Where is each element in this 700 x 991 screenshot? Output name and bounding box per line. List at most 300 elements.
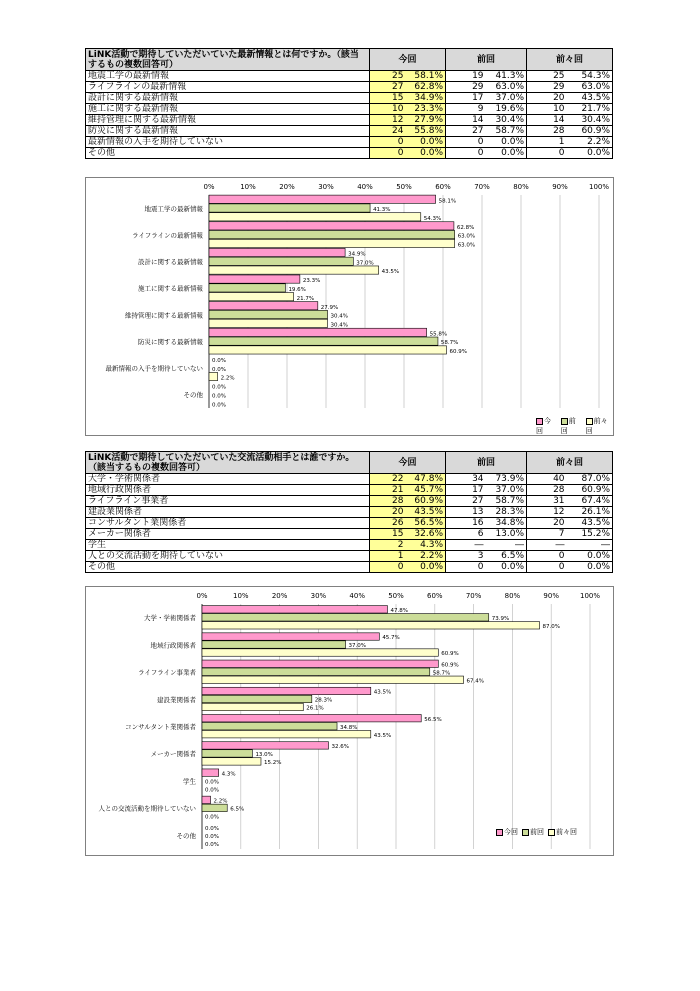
cell-c-p: 56.5% bbox=[406, 518, 446, 529]
data-label: 62.8% bbox=[456, 224, 475, 231]
cell-b-p: 43.5% bbox=[567, 93, 613, 104]
x-tick-label: 40% bbox=[349, 592, 365, 600]
data-label: 26.1% bbox=[306, 705, 324, 712]
table-row bbox=[86, 93, 613, 104]
legend-swatch-before bbox=[548, 829, 555, 836]
bar-previous bbox=[209, 231, 455, 239]
legend-swatch-current bbox=[536, 418, 543, 425]
category-label: 人との交流活動を期待していない bbox=[98, 804, 196, 813]
table-row bbox=[86, 148, 613, 159]
data-label: 41.3% bbox=[373, 207, 391, 214]
category-label: メーカー関係者 bbox=[150, 750, 196, 759]
cell-b-n: 0 bbox=[527, 562, 567, 573]
row-label: 学生 bbox=[86, 540, 370, 551]
table2-header-previous: 前回 bbox=[446, 452, 527, 474]
legend-swatch-previous bbox=[561, 418, 568, 425]
x-tick-label: 60% bbox=[427, 592, 443, 600]
legend-current-label: 今回 bbox=[504, 828, 518, 836]
data-label: 4.3% bbox=[221, 771, 236, 778]
cell-b-p: 0.0% bbox=[567, 148, 613, 159]
table-row bbox=[86, 496, 613, 507]
cell-b-p: 54.3% bbox=[567, 71, 613, 82]
cell-b-n: 25 bbox=[527, 71, 567, 82]
cell-p-p: 63.0% bbox=[486, 82, 527, 93]
data-label: 0.0% bbox=[212, 358, 226, 365]
cell-c-n: 1 bbox=[370, 551, 406, 562]
data-label: 43.5% bbox=[381, 269, 400, 276]
cell-b-p: 0.0% bbox=[567, 562, 613, 573]
cell-c-n: 10 bbox=[370, 104, 406, 115]
bar-before bbox=[202, 758, 261, 765]
bar-before bbox=[209, 266, 379, 274]
cell-c-p: 0.0% bbox=[406, 148, 446, 159]
cell-b-p: 21.7% bbox=[567, 104, 613, 115]
row-label: 設計に関する最新情報 bbox=[86, 93, 370, 104]
cell-c-n: 24 bbox=[370, 126, 406, 137]
cell-b-n: 40 bbox=[527, 474, 567, 485]
cell-c-p: 47.8% bbox=[406, 474, 446, 485]
x-tick-label: 80% bbox=[504, 592, 521, 600]
x-tick-label: 70% bbox=[465, 592, 482, 600]
cell-b-n: 20 bbox=[527, 93, 567, 104]
cell-p-n: ― bbox=[446, 540, 486, 551]
cell-b-n: 14 bbox=[527, 115, 567, 126]
cell-b-p: 60.9% bbox=[567, 485, 613, 496]
data-label: 87.0% bbox=[542, 624, 561, 631]
x-tick-label: 20% bbox=[271, 592, 288, 600]
cell-c-p: 43.5% bbox=[406, 507, 446, 518]
category-label: ライフラインの最新情報 bbox=[132, 231, 203, 240]
bar-before bbox=[209, 293, 294, 301]
bar-before bbox=[202, 649, 438, 656]
table-row bbox=[86, 71, 613, 82]
cell-p-n: 9 bbox=[446, 104, 486, 115]
legend-current-label: 今回 bbox=[536, 417, 551, 435]
table1-question: LiNK活動で期待していただいていた最新情報とは何ですか。（該当するもの複数回答可） bbox=[86, 49, 370, 71]
row-label: コンサルタント業関係者 bbox=[86, 518, 370, 529]
data-label: 0.0% bbox=[205, 814, 219, 821]
row-label: その他 bbox=[86, 562, 370, 573]
data-label: 0.0% bbox=[205, 833, 219, 840]
cell-p-p: 13.0% bbox=[486, 529, 527, 540]
row-label: 維持管理に関する最新情報 bbox=[86, 115, 370, 126]
cell-p-n: 19 bbox=[446, 71, 486, 82]
table-row bbox=[86, 507, 613, 518]
x-tick-label: 70% bbox=[474, 183, 490, 191]
legend-before bbox=[548, 827, 577, 837]
x-tick-label: 100% bbox=[588, 183, 610, 191]
cell-c-n: 15 bbox=[370, 529, 406, 540]
cell-c-p: 23.3% bbox=[406, 104, 446, 115]
bar-current bbox=[202, 633, 379, 640]
cell-p-n: 0 bbox=[446, 562, 486, 573]
x-tick-label: 30% bbox=[310, 592, 327, 600]
table-row bbox=[86, 474, 613, 485]
cell-p-p: 58.7% bbox=[486, 126, 527, 137]
category-label: 施工に関する最新情報 bbox=[138, 284, 203, 293]
data-label: 37.0% bbox=[348, 643, 367, 650]
cell-c-n: 26 bbox=[370, 518, 406, 529]
bar-previous bbox=[209, 337, 438, 345]
cell-p-n: 0 bbox=[446, 137, 486, 148]
bar-current bbox=[202, 660, 438, 667]
bar-current bbox=[202, 796, 211, 803]
cell-p-n: 29 bbox=[446, 82, 486, 93]
table2-header-current: 今回 bbox=[370, 452, 446, 474]
legend-swatch-before bbox=[586, 418, 593, 425]
bar-previous bbox=[202, 641, 346, 648]
data-label: 34.9% bbox=[348, 251, 366, 258]
cell-c-p: 45.7% bbox=[406, 485, 446, 496]
x-tick-label: 80% bbox=[513, 183, 529, 191]
cell-b-n: 1 bbox=[527, 137, 567, 148]
data-label: 21.7% bbox=[296, 295, 315, 302]
data-label: 19.6% bbox=[288, 286, 306, 293]
bar-previous bbox=[202, 614, 489, 621]
data-label: 2.2% bbox=[213, 798, 228, 805]
category-label: 建設業関係者 bbox=[157, 695, 196, 704]
cell-c-n: 25 bbox=[370, 71, 406, 82]
category-label: 大学・学術関係者 bbox=[144, 614, 196, 623]
data-label: 15.2% bbox=[263, 760, 282, 767]
data-label: 0.0% bbox=[205, 787, 219, 794]
cell-c-n: 22 bbox=[370, 474, 406, 485]
table-row bbox=[86, 562, 613, 573]
chart2-legend bbox=[496, 827, 577, 837]
bar-previous bbox=[202, 804, 227, 811]
chart-latest-info bbox=[85, 177, 614, 436]
data-label: 60.9% bbox=[449, 349, 467, 356]
table2-body bbox=[86, 474, 613, 573]
category-label: ライフライン事業者 bbox=[138, 668, 196, 677]
table-exchange-partners bbox=[85, 451, 613, 573]
bar-previous bbox=[202, 695, 312, 702]
data-label: 32.6% bbox=[331, 744, 349, 751]
bar-previous bbox=[209, 257, 353, 265]
cell-b-p: 2.2% bbox=[567, 137, 613, 148]
x-tick-label: 90% bbox=[552, 183, 568, 191]
legend-swatch-previous bbox=[522, 829, 529, 836]
cell-b-p: 26.1% bbox=[567, 507, 613, 518]
category-label: 学生 bbox=[183, 777, 196, 786]
table-row bbox=[86, 126, 613, 137]
category-label: 設計に関する最新情報 bbox=[138, 258, 203, 267]
row-label: ライフライン事業者 bbox=[86, 496, 370, 507]
x-tick-label: 0% bbox=[203, 183, 215, 191]
data-label: 37.0% bbox=[356, 260, 374, 267]
row-label: 人との交流活動を期待していない bbox=[86, 551, 370, 562]
cell-c-p: 55.8% bbox=[406, 126, 446, 137]
legend-swatch-current bbox=[496, 829, 503, 836]
category-label: 地震工学の最新情報 bbox=[144, 204, 203, 213]
data-label: 0.0% bbox=[205, 825, 219, 832]
x-tick-label: 50% bbox=[396, 183, 412, 191]
row-label: 地域行政関係者 bbox=[86, 485, 370, 496]
data-label: 54.3% bbox=[423, 215, 442, 222]
legend-previous-label: 前回 bbox=[560, 417, 576, 435]
cell-c-n: 0 bbox=[370, 137, 406, 148]
cell-p-p: 73.9% bbox=[486, 474, 527, 485]
category-label: 防災に関する最新情報 bbox=[138, 337, 203, 346]
bar-previous bbox=[202, 668, 430, 675]
cell-p-p: 37.0% bbox=[486, 93, 527, 104]
data-label: 2.2% bbox=[220, 375, 235, 382]
legend-current bbox=[536, 416, 557, 436]
cell-b-n: 0 bbox=[527, 148, 567, 159]
bar-previous bbox=[209, 204, 370, 212]
cell-c-n: 27 bbox=[370, 82, 406, 93]
cell-b-p: 30.4% bbox=[567, 115, 613, 126]
bar-current bbox=[209, 195, 436, 203]
data-label: 47.8% bbox=[390, 608, 408, 615]
bar-previous bbox=[209, 310, 328, 318]
cell-p-p: 30.4% bbox=[486, 115, 527, 126]
cell-p-p: 58.7% bbox=[486, 496, 527, 507]
bar-current bbox=[202, 769, 219, 776]
cell-b-p: 43.5% bbox=[567, 518, 613, 529]
cell-c-n: 21 bbox=[370, 485, 406, 496]
bar-current bbox=[209, 275, 300, 283]
cell-b-p: 15.2% bbox=[567, 529, 613, 540]
chart2-svg bbox=[86, 587, 613, 855]
cell-c-n: 12 bbox=[370, 115, 406, 126]
x-tick-label: 100% bbox=[579, 592, 601, 600]
bar-current bbox=[209, 302, 318, 310]
table2-question: LiNK活動で期待していただいていた交流活動相手とは誰ですか。（該当するもの複数回答可） bbox=[86, 452, 370, 474]
table1-header-before: 前々回 bbox=[527, 49, 613, 71]
data-label: 27.9% bbox=[320, 304, 339, 311]
category-label: コンサルタント業関係者 bbox=[125, 723, 196, 731]
bar-before bbox=[209, 239, 455, 247]
chart1-legend bbox=[536, 416, 613, 436]
x-tick-label: 60% bbox=[435, 183, 451, 191]
category-label: その他 bbox=[183, 391, 203, 400]
table1-body bbox=[86, 71, 613, 159]
table-row bbox=[86, 115, 613, 126]
data-label: 30.4% bbox=[330, 322, 349, 329]
cell-c-p: 4.3% bbox=[406, 540, 446, 551]
cell-b-n: 29 bbox=[527, 82, 567, 93]
bar-before bbox=[202, 703, 303, 710]
bar-before bbox=[209, 346, 447, 354]
cell-c-p: 58.1% bbox=[406, 71, 446, 82]
row-label: 建設業関係者 bbox=[86, 507, 370, 518]
cell-c-p: 0.0% bbox=[406, 562, 446, 573]
row-label: 大学・学術関係者 bbox=[86, 474, 370, 485]
cell-c-n: 0 bbox=[370, 148, 406, 159]
legend-before-label: 前々回 bbox=[556, 828, 577, 836]
data-label: 43.5% bbox=[373, 732, 392, 739]
cell-b-p: 67.4% bbox=[567, 496, 613, 507]
data-label: 63.0% bbox=[457, 242, 476, 249]
x-tick-label: 90% bbox=[543, 592, 559, 600]
cell-c-n: 15 bbox=[370, 93, 406, 104]
bar-before bbox=[202, 676, 464, 683]
x-tick-label: 10% bbox=[233, 592, 249, 600]
cell-c-n: 28 bbox=[370, 496, 406, 507]
row-label: 施工に関する最新情報 bbox=[86, 104, 370, 115]
table-row bbox=[86, 104, 613, 115]
cell-b-n: 0 bbox=[527, 551, 567, 562]
legend-previous bbox=[522, 827, 544, 837]
cell-p-n: 16 bbox=[446, 518, 486, 529]
cell-c-p: 34.9% bbox=[406, 93, 446, 104]
row-label: その他 bbox=[86, 148, 370, 159]
x-tick-label: 20% bbox=[279, 183, 295, 191]
bar-current bbox=[202, 687, 371, 694]
data-label: 0.0% bbox=[212, 402, 226, 409]
data-label: 63.0% bbox=[457, 233, 476, 240]
data-label: 43.5% bbox=[373, 689, 392, 696]
data-label: 0.0% bbox=[212, 384, 226, 391]
cell-c-p: 2.2% bbox=[406, 551, 446, 562]
row-label: メーカー関係者 bbox=[86, 529, 370, 540]
data-label: 58.7% bbox=[440, 340, 459, 347]
table-row bbox=[86, 529, 613, 540]
x-tick-label: 10% bbox=[240, 183, 256, 191]
data-label: 0.0% bbox=[212, 393, 226, 400]
x-tick-label: 0% bbox=[196, 592, 208, 600]
data-label: 13.0% bbox=[255, 752, 273, 759]
cell-p-p: 0.0% bbox=[486, 148, 527, 159]
cell-p-p: 37.0% bbox=[486, 485, 527, 496]
cell-b-p: 63.0% bbox=[567, 82, 613, 93]
cell-p-n: 27 bbox=[446, 496, 486, 507]
cell-b-n: 28 bbox=[527, 485, 567, 496]
cell-p-n: 0 bbox=[446, 148, 486, 159]
bar-current bbox=[209, 222, 454, 230]
legend-before bbox=[586, 416, 613, 436]
x-tick-label: 50% bbox=[388, 592, 404, 600]
cell-b-n: ― bbox=[527, 540, 567, 551]
cell-p-n: 17 bbox=[446, 485, 486, 496]
bar-before bbox=[209, 213, 421, 221]
bar-current bbox=[202, 715, 421, 722]
cell-c-p: 0.0% bbox=[406, 137, 446, 148]
data-label: 28.3% bbox=[314, 697, 333, 704]
table1-header-current: 今回 bbox=[370, 49, 446, 71]
legend-previous-label: 前回 bbox=[530, 828, 544, 836]
bar-before bbox=[209, 372, 218, 380]
data-label: 58.7% bbox=[432, 670, 451, 677]
table1-header-previous: 前回 bbox=[446, 49, 527, 71]
cell-c-p: 27.9% bbox=[406, 115, 446, 126]
cell-b-p: ― bbox=[567, 540, 613, 551]
bar-before bbox=[202, 622, 540, 629]
cell-p-n: 34 bbox=[446, 474, 486, 485]
cell-p-p: 6.5% bbox=[486, 551, 527, 562]
legend-previous bbox=[561, 416, 582, 436]
cell-b-n: 20 bbox=[527, 518, 567, 529]
data-label: 73.9% bbox=[491, 616, 510, 623]
table-row bbox=[86, 551, 613, 562]
chart-exchange-partners bbox=[85, 586, 614, 856]
x-tick-label: 30% bbox=[318, 183, 334, 191]
data-label: 67.4% bbox=[466, 678, 484, 685]
table-row bbox=[86, 137, 613, 148]
data-label: 60.9% bbox=[441, 662, 459, 669]
bar-before bbox=[202, 731, 371, 738]
cell-p-p: 0.0% bbox=[486, 562, 527, 573]
cell-p-p: 19.6% bbox=[486, 104, 527, 115]
cell-b-n: 7 bbox=[527, 529, 567, 540]
table2-header-before: 前々回 bbox=[527, 452, 613, 474]
bar-current bbox=[209, 248, 345, 256]
table-latest-info bbox=[85, 48, 613, 159]
row-label: 防災に関する最新情報 bbox=[86, 126, 370, 137]
cell-b-n: 28 bbox=[527, 126, 567, 137]
cell-c-p: 60.9% bbox=[406, 496, 446, 507]
cell-p-n: 6 bbox=[446, 529, 486, 540]
cell-c-n: 0 bbox=[370, 562, 406, 573]
cell-p-n: 17 bbox=[446, 93, 486, 104]
data-label: 45.7% bbox=[382, 635, 400, 642]
cell-p-p: 41.3% bbox=[486, 71, 527, 82]
data-label: 0.0% bbox=[205, 779, 219, 786]
data-label: 23.3% bbox=[302, 278, 321, 285]
category-label: 地域行政関係者 bbox=[150, 641, 196, 650]
cell-p-p: ― bbox=[486, 540, 527, 551]
cell-c-n: 20 bbox=[370, 507, 406, 518]
cell-p-n: 13 bbox=[446, 507, 486, 518]
table-row bbox=[86, 82, 613, 93]
cell-c-p: 62.8% bbox=[406, 82, 446, 93]
bar-previous bbox=[202, 750, 252, 757]
bar-before bbox=[209, 319, 328, 327]
bar-previous bbox=[209, 284, 285, 292]
cell-c-p: 32.6% bbox=[406, 529, 446, 540]
data-label: 0.0% bbox=[212, 366, 226, 373]
data-label: 58.1% bbox=[438, 198, 457, 205]
cell-b-p: 87.0% bbox=[567, 474, 613, 485]
cell-b-p: 0.0% bbox=[567, 551, 613, 562]
data-label: 30.4% bbox=[330, 313, 349, 320]
x-tick-label: 40% bbox=[357, 183, 373, 191]
bar-current bbox=[209, 328, 427, 336]
row-label: 地震工学の最新情報 bbox=[86, 71, 370, 82]
cell-p-p: 28.3% bbox=[486, 507, 527, 518]
data-label: 34.8% bbox=[340, 724, 358, 731]
cell-c-n: 2 bbox=[370, 540, 406, 551]
cell-b-n: 10 bbox=[527, 104, 567, 115]
table-row bbox=[86, 540, 613, 551]
data-label: 6.5% bbox=[230, 806, 245, 813]
bar-current bbox=[202, 606, 387, 613]
category-label: 最新情報の入手を期待していない bbox=[105, 364, 203, 373]
cell-b-n: 12 bbox=[527, 507, 567, 518]
data-label: 56.5% bbox=[424, 716, 442, 723]
data-label: 0.0% bbox=[205, 841, 219, 848]
legend-current bbox=[496, 827, 518, 837]
cell-b-n: 31 bbox=[527, 496, 567, 507]
category-label: 維持管理に関する最新情報 bbox=[125, 311, 203, 320]
category-label: その他 bbox=[176, 831, 196, 840]
chart1-svg bbox=[86, 178, 613, 435]
row-label: ライフラインの最新情報 bbox=[86, 82, 370, 93]
table-row bbox=[86, 485, 613, 496]
data-label: 60.9% bbox=[441, 651, 459, 658]
legend-before-label: 前々回 bbox=[585, 417, 608, 435]
cell-p-n: 3 bbox=[446, 551, 486, 562]
row-label: 最新情報の入手を期待していない bbox=[86, 137, 370, 148]
table-row bbox=[86, 518, 613, 529]
cell-p-p: 34.8% bbox=[486, 518, 527, 529]
cell-p-n: 27 bbox=[446, 126, 486, 137]
data-label: 55.8% bbox=[429, 331, 448, 338]
cell-p-p: 0.0% bbox=[486, 137, 527, 148]
bar-current bbox=[202, 742, 328, 749]
cell-b-p: 60.9% bbox=[567, 126, 613, 137]
